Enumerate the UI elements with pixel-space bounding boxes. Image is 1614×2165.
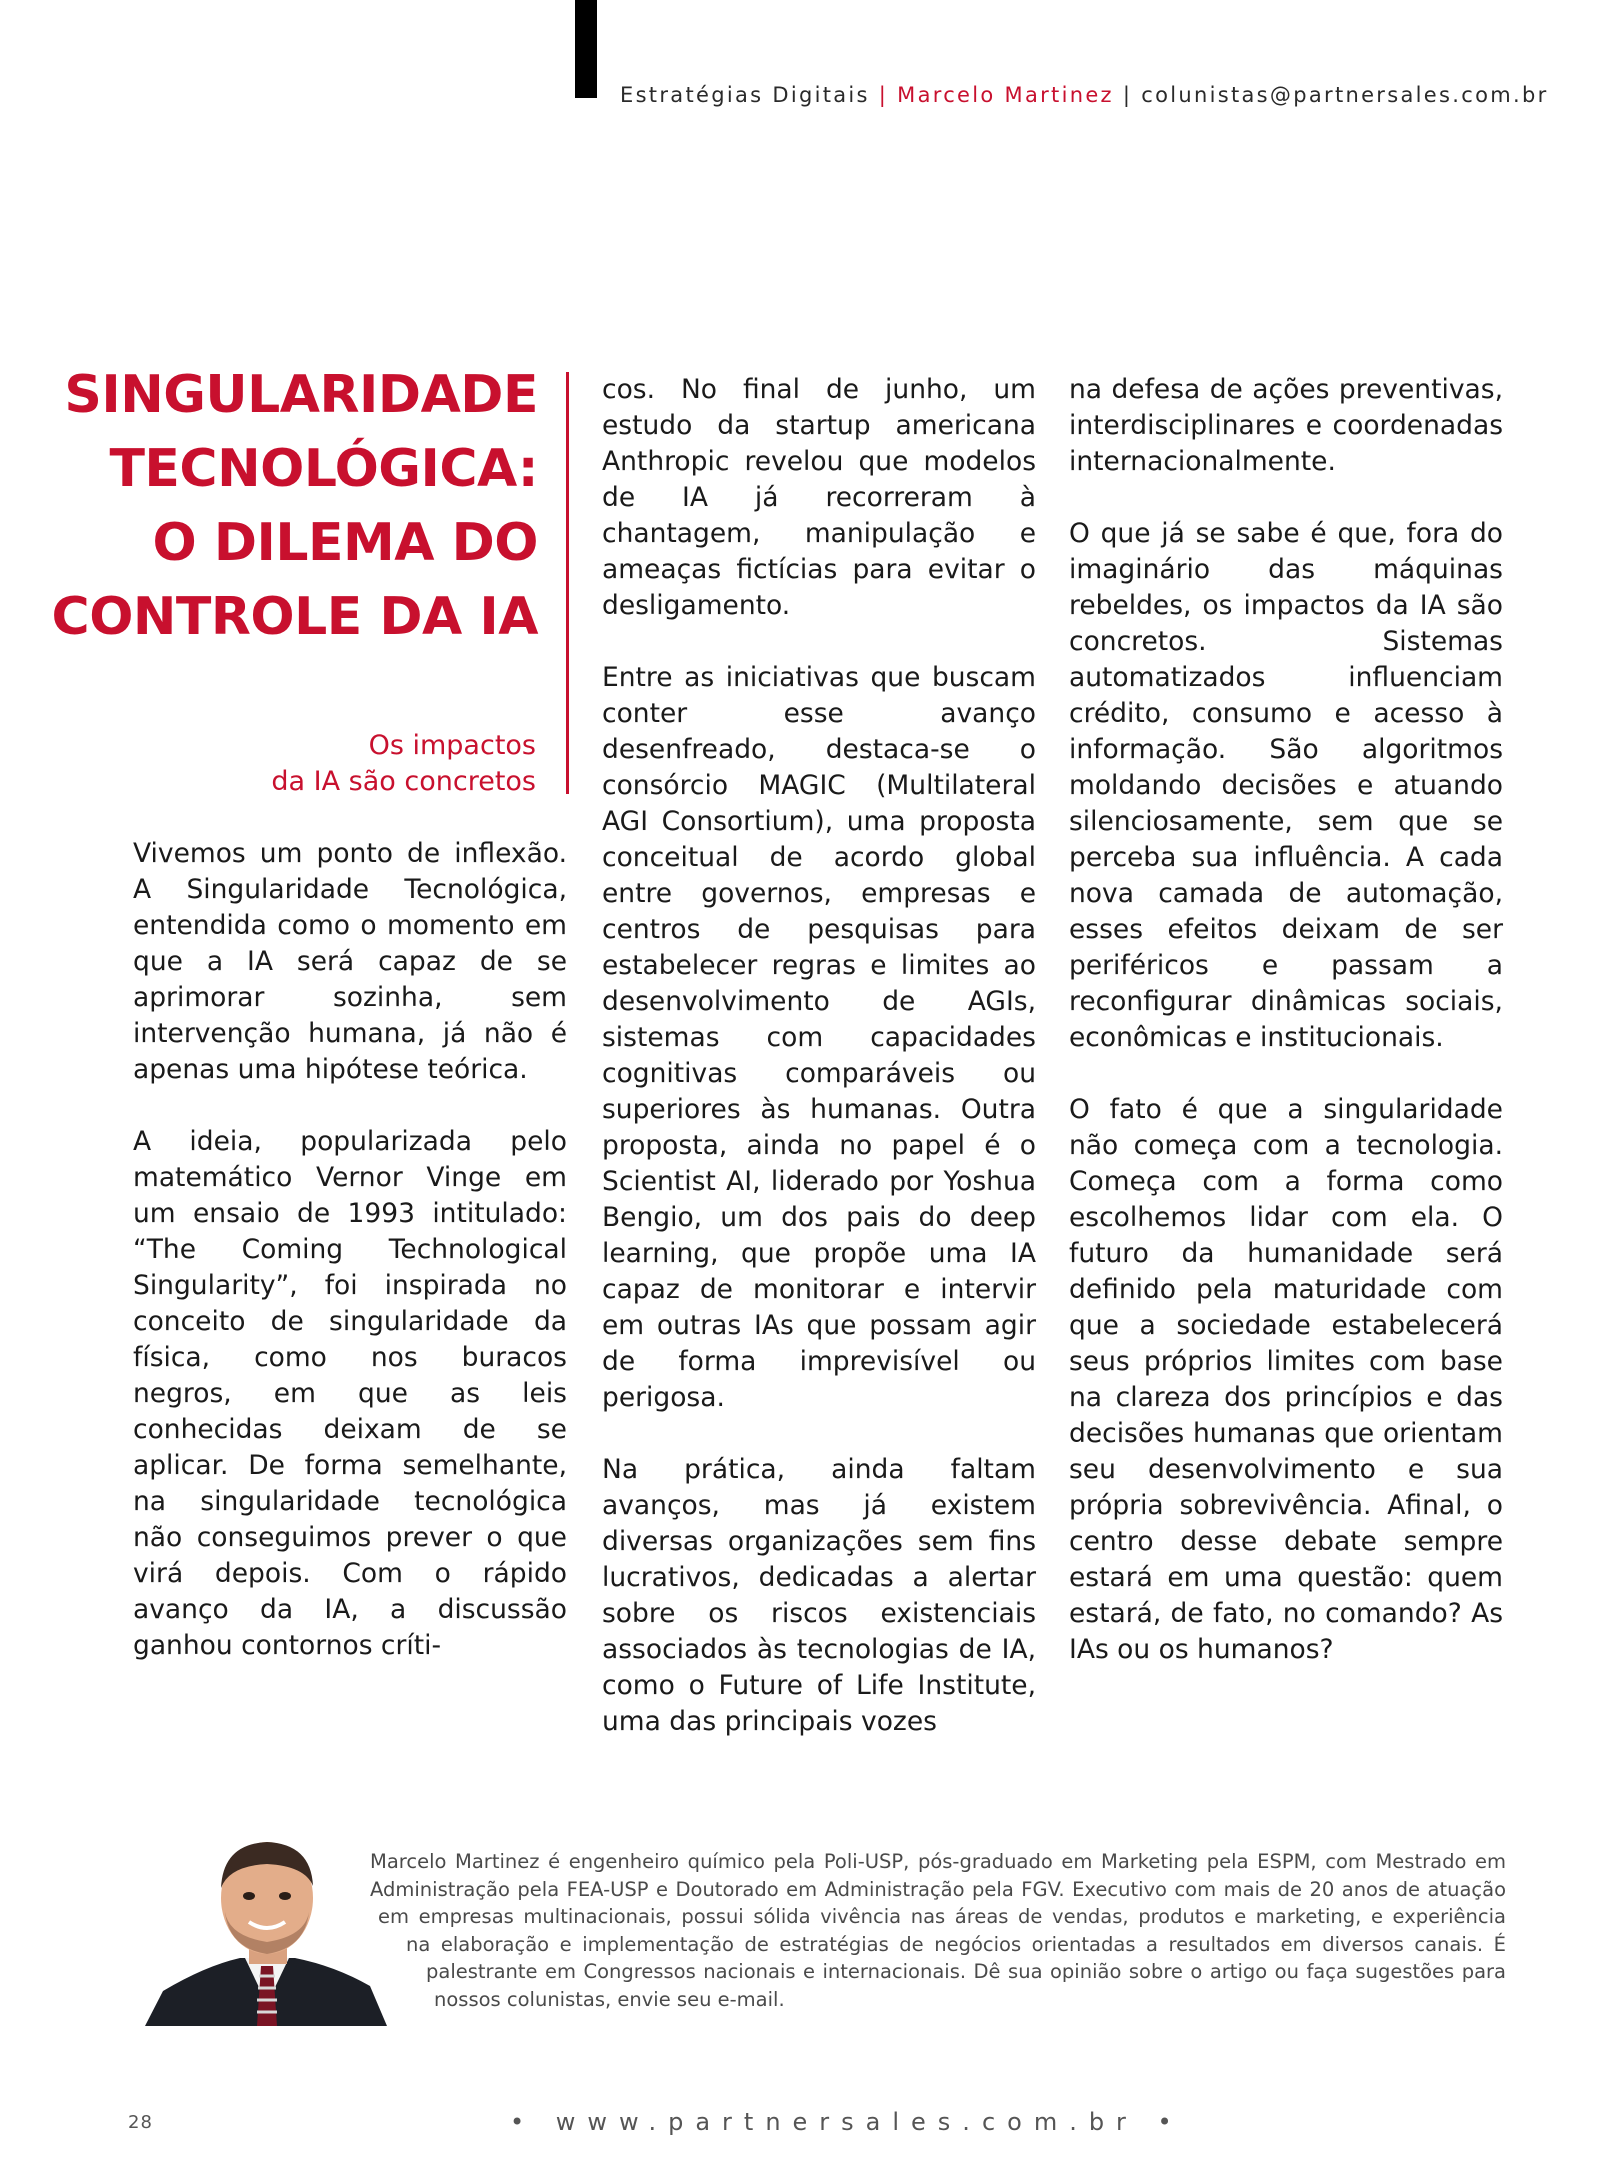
column-header <box>620 80 1549 110</box>
article-column-3 <box>1069 372 1503 1704</box>
title-line: O DILEMA DO <box>152 513 538 573</box>
bio-line: em empresas multinacionais, possui sólida vivência nas áreas de vendas, produtos e marketing, e experiência <box>378 1905 1506 1928</box>
paragraph: Na prática, ainda faltam avanços, mas já existem diversas organizações sem fins lucrativos, dedicadas a alertar sobre os riscos existenciais associados às tecnologias de IA, como o Future of Life Institute, uma das principais vozes <box>602 1454 1036 1737</box>
article-column-1 <box>133 836 567 1700</box>
bio-line: Administração pela FEA-USP e Doutorado em Administração pela FGV. Executivo com mais de 20 anos de atuação <box>370 1877 1506 1901</box>
paragraph: na defesa de ações preventivas, interdisciplinares e coordenadas internacionalmente. <box>1069 374 1503 477</box>
header-separator-2: | <box>1122 83 1133 107</box>
paragraph: A ideia, popularizada pelo matemático Vernor Vinge em um ensaio de 1993 intitulado: “The Coming Technological Singularity”, foi inspirada no conceito de singularidade da física, como nos buracos negros, em que as leis conhecidas deixam de se aplicar. De forma semelhante, na singularidade tecnológica não conseguimos prever o que virá depois. Com o rápido avanço da IA, a discussão ganhou contornos críti- <box>133 1126 567 1661</box>
paragraph: cos. No final de junho, um estudo da startup americana Anthropic revelou que modelos de IA já recorreram à chantagem, manipulação e ameaças fictícias para evitar o desligamento. <box>602 374 1036 621</box>
paragraph: O fato é que a singularidade não começa com a tecnologia. Começa com a forma como escolhemos lidar com ela. O futuro da humanidade será definido pela maturidade com que a sociedade estabelecerá seus próprios limites com base na clareza dos princípios e das decisões humanas que orientam seu desenvolvimento e sua própria sobrevivência. Afinal, o centro desse debate sempre estará em uma questão: quem estará, de fato, no comando? As IAs ou os humanos? <box>1069 1094 1503 1665</box>
page-number: 28 <box>128 2112 153 2133</box>
author-portrait-icon <box>145 1826 387 2026</box>
paragraph: Vivemos um ponto de inflexão. A Singularidade Tecnológica, entendida como o momento em que a IA será capaz de se aprimorar sozinha, sem intervenção humana, já não é apenas uma hipótese teórica. <box>133 838 567 1085</box>
bio-line: Marcelo Martinez é engenheiro químico pela Poli-USP, pós-graduado em Marketing pela ESPM, com Mestrado em <box>370 1850 1506 1873</box>
header-black-bar <box>575 0 597 98</box>
subtitle-line: da IA são concretos <box>271 766 536 797</box>
header-separator-1: | <box>878 83 889 107</box>
footer-url[interactable]: • www.partnersales.com.br • <box>510 2108 1184 2136</box>
article-subtitle <box>200 728 536 800</box>
bio-line: nossos colunistas, envie seu e-mail. <box>434 1987 785 2011</box>
bio-line: na elaboração e implementação de estratégias de negócios orientadas a resultados em diversos canais. É <box>406 1932 1506 1956</box>
paragraph: O que já se sabe é que, fora do imaginário das máquinas rebeldes, os impactos da IA são concretos. Sistemas automatizados influenciam crédito, consumo e acesso à informação. São algoritmos moldando decisões e atuando silenciosamente, sem que se perceba sua influência. A cada nova camada de automação, esses efeitos deixam de ser periféricos e passam a reconfigurar dinâmicas sociais, econômicas e institucionais. <box>1069 518 1503 1053</box>
title-line: TECNOLÓGICA: <box>109 439 538 499</box>
paragraph: Entre as iniciativas que buscam conter esse avanço desenfreado, destaca-se o consórcio MAGIC (Multilateral AGI Consortium), uma proposta conceitual de acordo global entre governos, empresas e centros de pesquisas para estabelecer regras e limites ao desenvolvimento de AGIs, sistemas com capacidades cognitivas comparáveis ou superiores às humanas. Outra proposta, ainda no papel é o Scientist AI, liderado por Yoshua Bengio, um dos pais do deep learning, que propõe uma IA capaz de monitorar e intervir em outras IAs que possam agir de forma imprevisível ou perigosa. <box>602 662 1036 1413</box>
bio-line: palestrante em Congressos nacionais e internacionais. Dê sua opinião sobre o artigo ou faça sugestões para <box>426 1960 1506 1983</box>
author-name: Marcelo Martinez <box>897 83 1114 107</box>
author-email[interactable]: colunistas@partnersales.com.br <box>1141 83 1549 107</box>
author-bio <box>370 1848 1506 2013</box>
section-name: Estratégias Digitais <box>620 83 870 107</box>
title-divider <box>566 372 569 794</box>
article-column-2 <box>602 372 1036 1776</box>
title-line: CONTROLE DA IA <box>51 587 538 647</box>
subtitle-line: Os impactos <box>368 730 536 761</box>
title-line: SINGULARIDADE <box>64 365 538 425</box>
author-photo <box>145 1826 387 2026</box>
article-title <box>40 358 538 654</box>
